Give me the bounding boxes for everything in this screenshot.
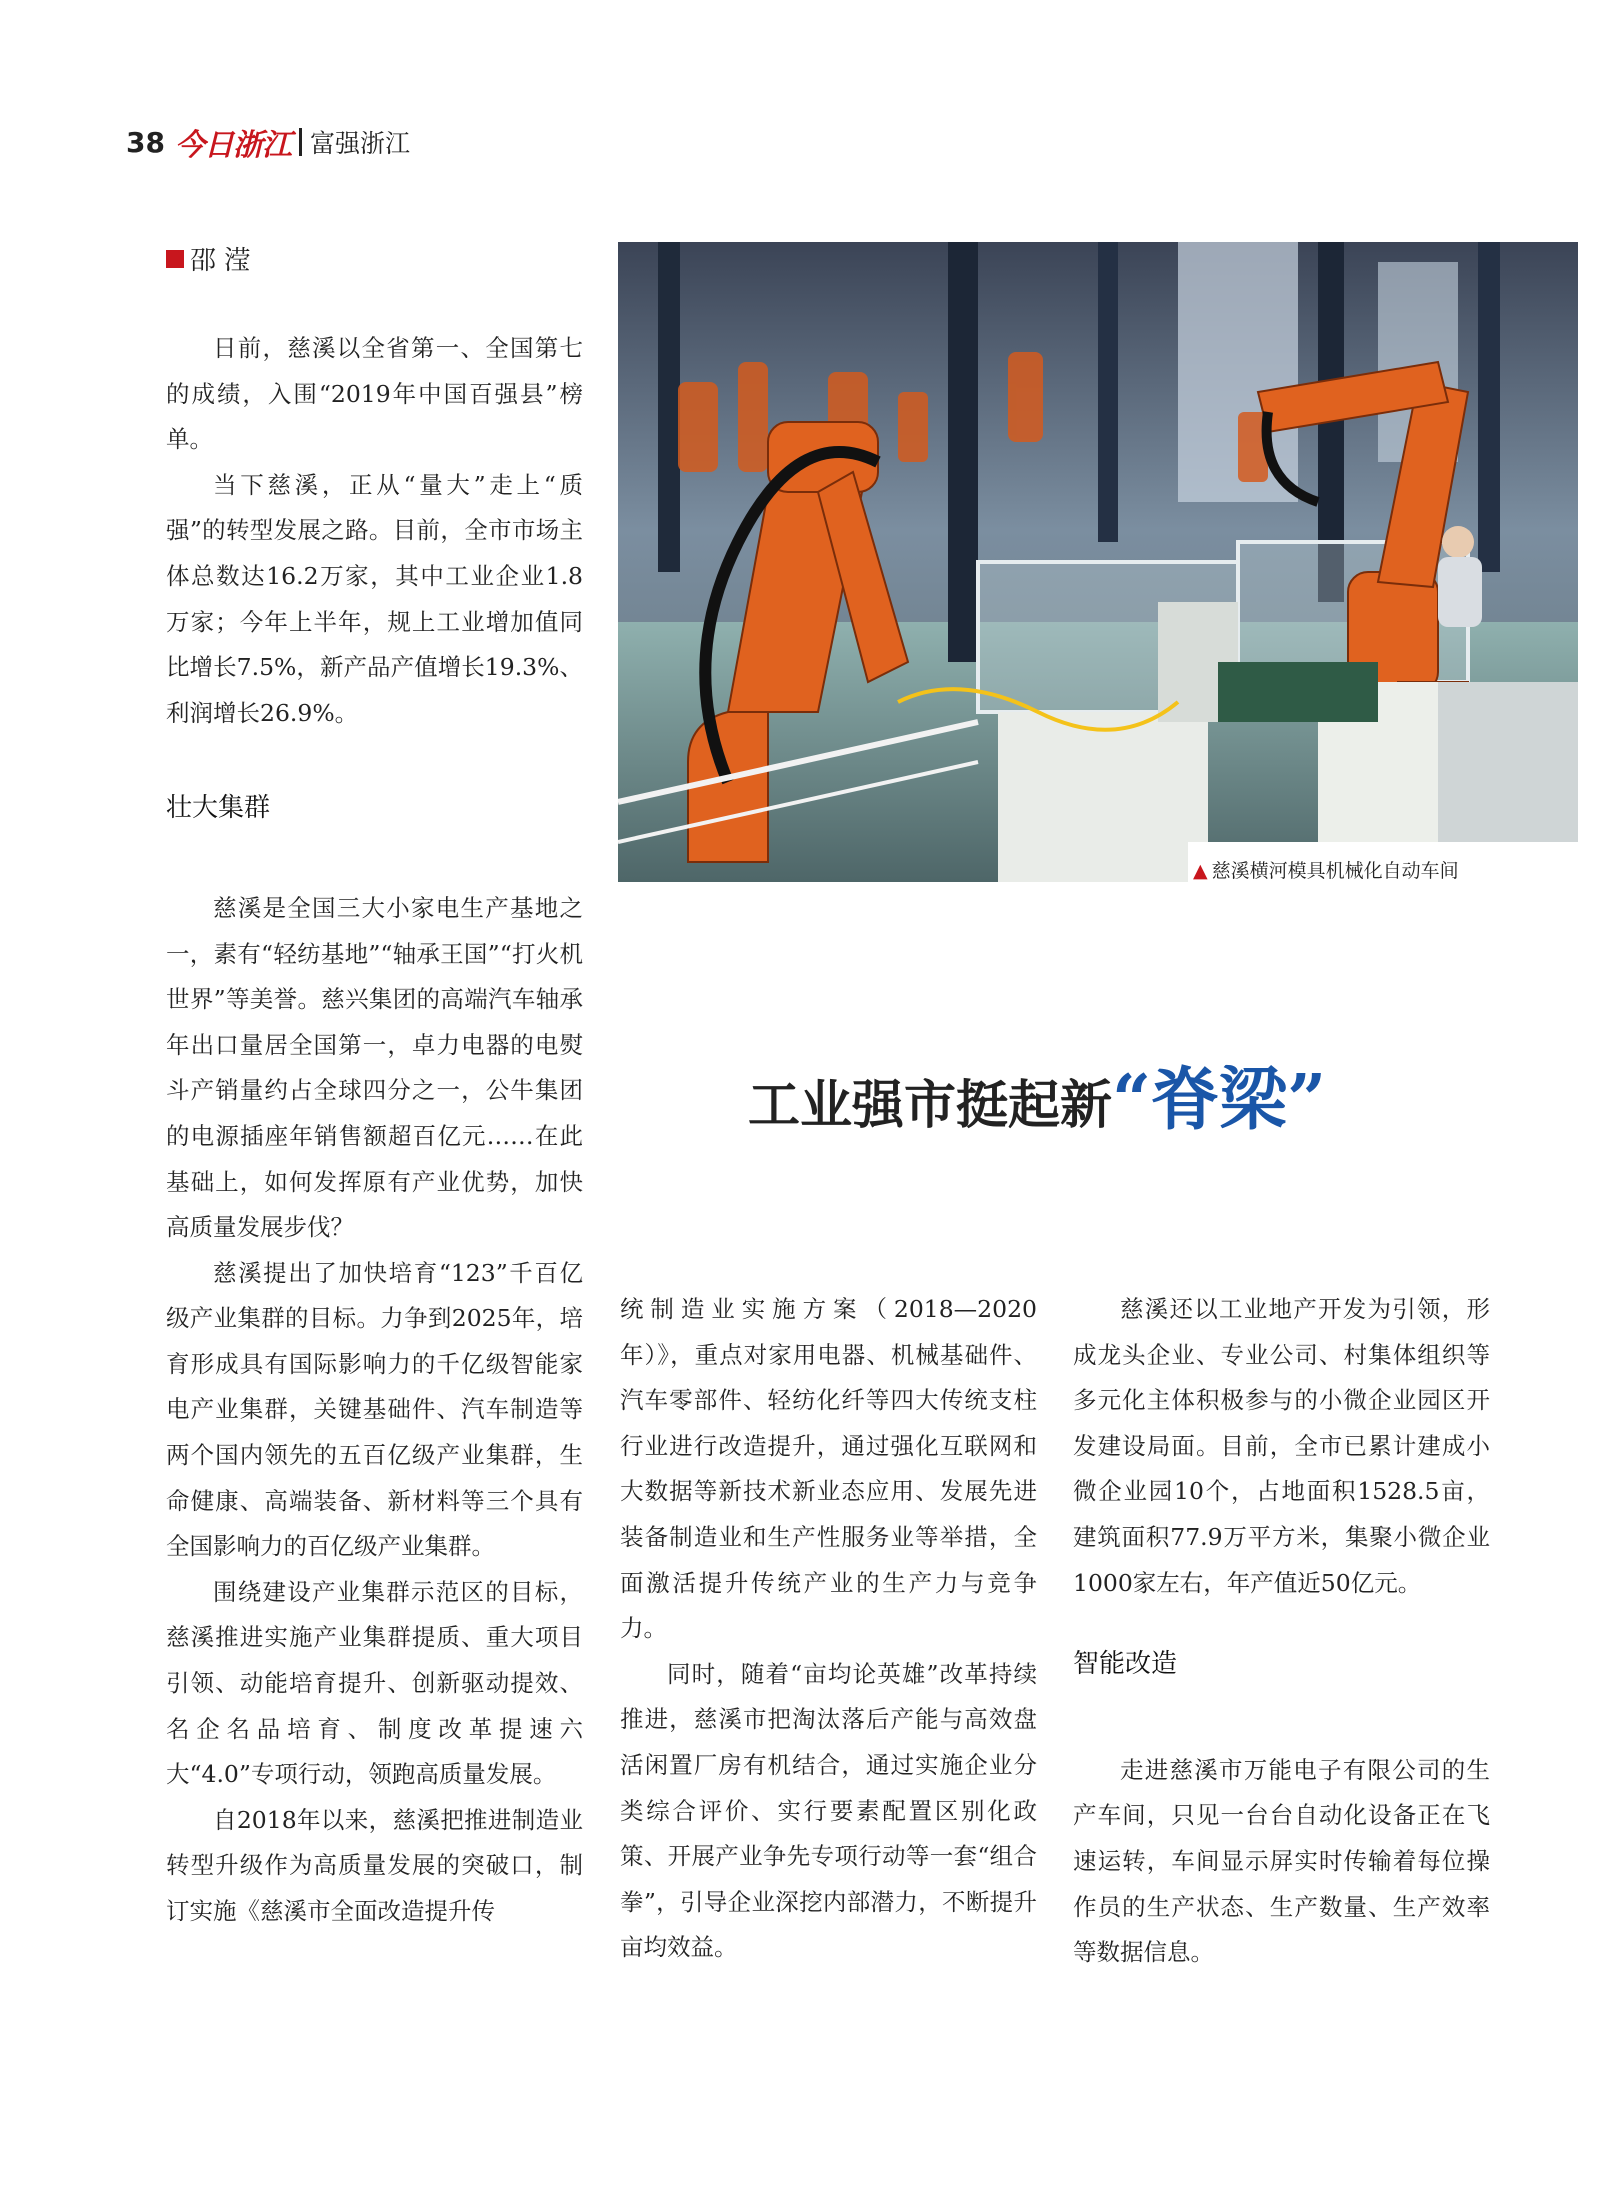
title-accent: “脊梁” <box>1112 1060 1327 1140</box>
byline-square-icon <box>166 250 184 268</box>
section-heading: 智能改造 <box>1073 1649 1178 1680</box>
author-name: 邵 滢 <box>190 246 251 276</box>
paragraph: 慈溪提出了加快培育“123”千百亿级产业集群的目标。力争到2025年，培育形成具有国际影响力的千亿级智能家电产业集群，关键基础件、汽车制造等两个国内领先的五百亿级产业集群，生命健康、高端装备、新材料等三个具有全国影响力的百亿级产业集群。 <box>166 1258 583 1561</box>
photo-caption-text: 慈溪横河模具机械化自动车间 <box>1211 860 1459 882</box>
article-title <box>748 1046 1326 1143</box>
caption-triangle-icon: ▲ <box>1193 860 1208 882</box>
header-divider <box>299 128 302 156</box>
section-name: 富强浙江 <box>309 129 410 158</box>
paragraph: 慈溪是全国三大小家电生产基地之一，素有“轻纺基地”“轴承王国”“打火机世界”等美誉。慈兴集团的高端汽车轴承年出口量居全国第一，卓力电器的电熨斗产销量约占全球四分之一，公牛集团的电源插座年销售额超百亿元……在此基础上，如何发挥原有产业优势，加快高质量发展步伐？ <box>166 893 583 1242</box>
factory-robot-illustration <box>618 242 1578 882</box>
paragraph: 走进慈溪市万能电子有限公司的生产车间，只见一台台自动化设备正在飞速运转，车间显示屏实时传输着每位操作员的生产状态、生产数量、生产效率等数据信息。 <box>1073 1755 1490 1967</box>
factory-photo <box>618 242 1578 882</box>
paragraph: 慈溪还以工业地产开发为引领，形成龙头企业、专业公司、村集体组织等多元化主体积极参与的小微企业园区开发建设局面。目前，全市已累计建成小微企业园10个，占地面积1528.5亩，建筑面积77.9万平方米，集聚小微企业1000家左右，年产值近50亿元。 <box>1073 1295 1490 1597</box>
column-3 <box>1073 1287 1490 1976</box>
column-2 <box>620 1287 1037 1971</box>
column-1-upper <box>166 326 583 1935</box>
photo-caption <box>1193 856 1459 883</box>
title-main: 工业强市挺起新 <box>748 1075 1113 1136</box>
page-number: 38 <box>126 125 165 159</box>
magazine-logo: 今日浙江 <box>174 128 291 163</box>
page-header <box>126 122 410 162</box>
section-heading: 壮大集群 <box>166 793 271 824</box>
paragraph: 当下慈溪，正从“量大”走上“质强”的转型发展之路。目前，全市市场主体总数达16.2万家，其中工业企业1.8万家；今年上半年，规上工业增加值同比增长7.5%，新产品产值增长19.3%、利润增长26.9%。 <box>166 470 583 727</box>
paragraph: 围绕建设产业集群示范区的目标，慈溪推进实施产业集群提质、重大项目引领、动能培育提升、创新驱动提效、名企名品培育、制度改革提速六大“4.0”专项行动，领跑高质量发展。 <box>166 1577 583 1789</box>
byline <box>166 240 250 277</box>
paragraph: 日前，慈溪以全省第一、全国第七的成绩，入围“2019年中国百强县”榜单。 <box>166 334 583 454</box>
paragraph: 同时，随着“亩均论英雄”改革持续推进，慈溪市把淘汰落后产能与高效盘活闲置厂房有机结合，通过实施企业分类综合评价、实行要素配置区别化政策、开展产业争先专项行动等一套“组合拳”，引导企业深挖内部潜力，不断提升亩均效益。 <box>620 1659 1037 1962</box>
paragraph: 统制造业实施方案（2018—2020年）》，重点对家用电器、机械基础件、汽车零部件、轻纺化纤等四大传统支柱行业进行改造提升，通过强化互联网和大数据等新技术新业态应用、发展先进装备制造业和生产性服务业等举措，全面激活提升传统产业的生产力与竞争力。 <box>620 1295 1037 1643</box>
paragraph: 自2018年以来，慈溪把推进制造业转型升级作为高质量发展的突破口，制订实施《慈溪市全面改造提升传 <box>166 1805 583 1925</box>
